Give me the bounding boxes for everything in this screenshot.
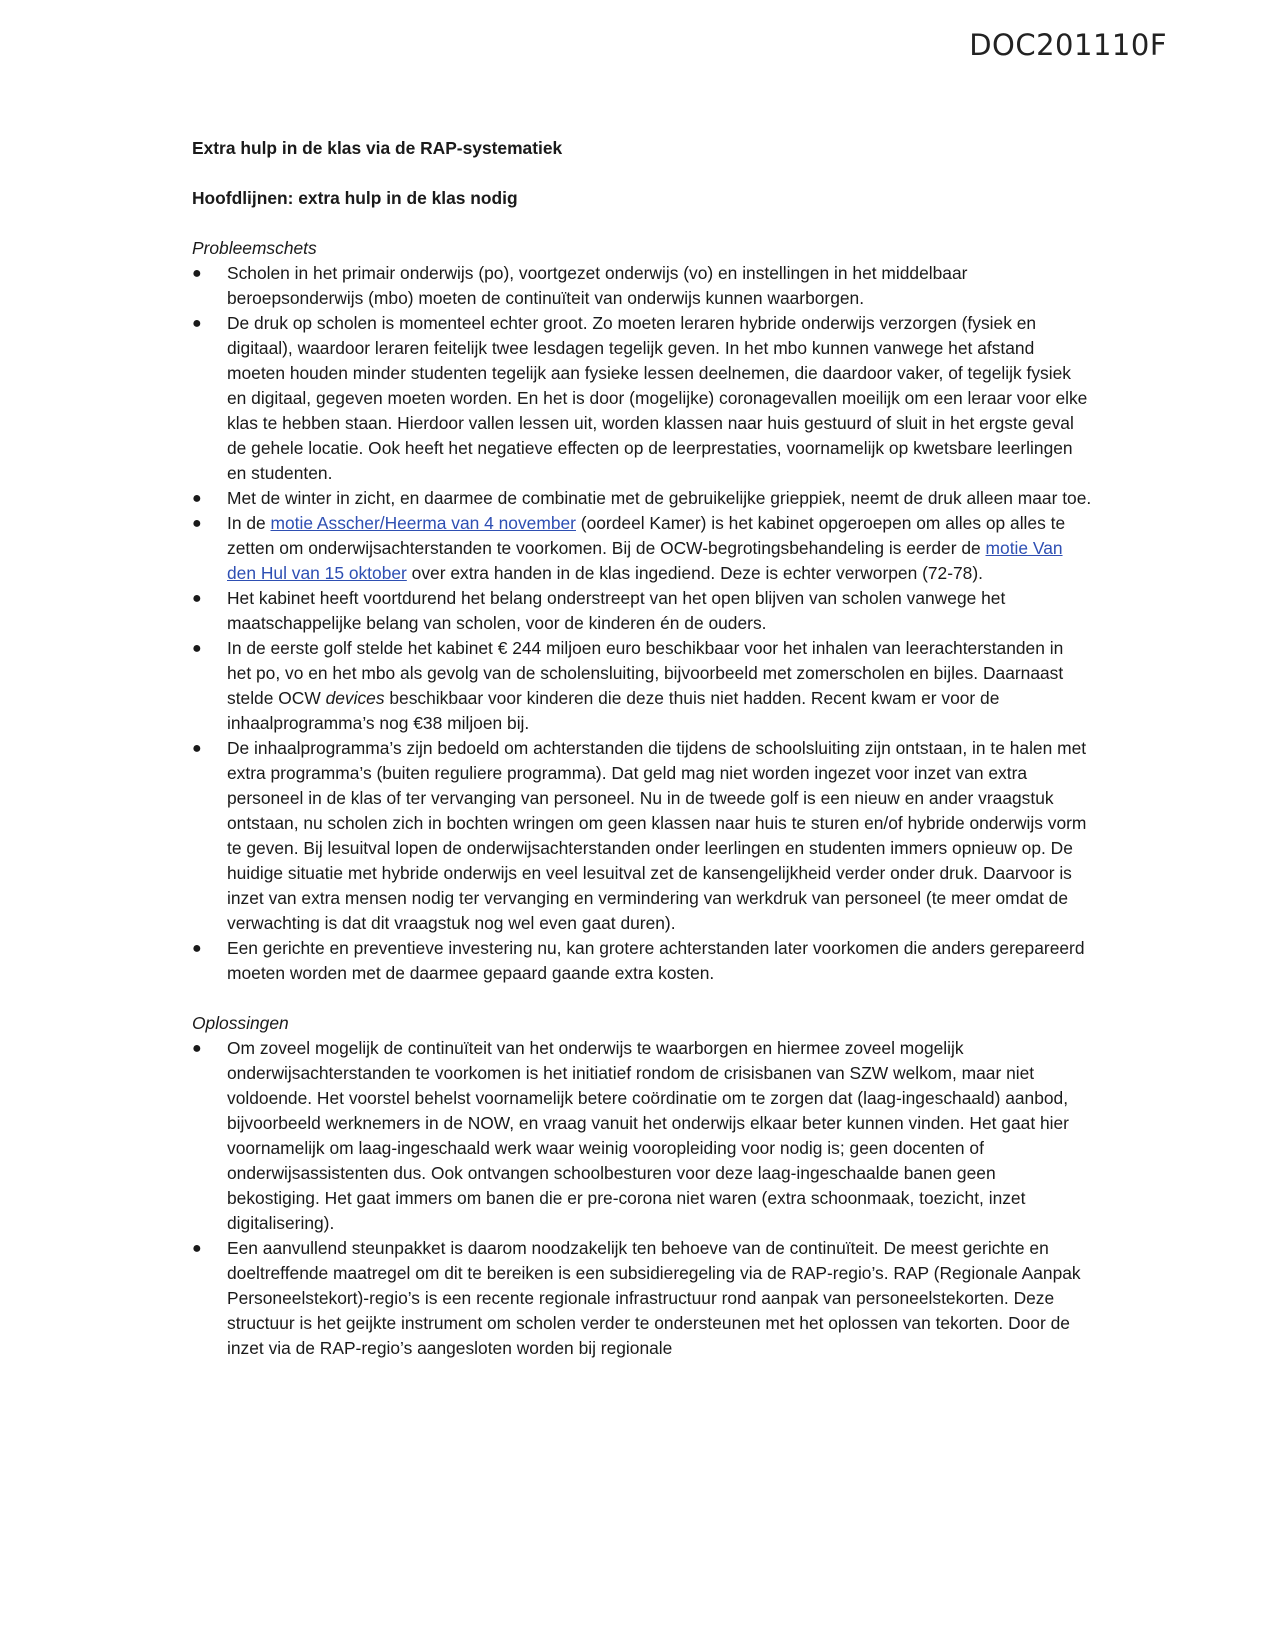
list-item-text: beschikbaar voor kinderen die deze thuis niet hadden. Recent kwam er voor de inhaalprogramma’s nog €38 miljoen bij. [227, 688, 1000, 733]
list-item-text: Met de winter in zicht, en daarmee de combinatie met de gebruikelijke grieppiek, neemt de druk alleen maar toe. [227, 488, 1092, 508]
list-item-text: De inhaalprogramma’s zijn bedoeld om achterstanden die tijdens de schoolsluiting zijn ontstaan, in te halen met extra programma’s (buiten reguliere programma). Dat geld mag niet worden ingezet voor inzet van extra personeel in de klas of ter vervanging van personeel. Nu in de tweede golf is een nieuw en ander vraagstuk ontstaan, nu scholen zich in bochten wringen om geen klassen naar huis te sturen en/of hybride onderwijs vorm te geven. Bij lesuitval lopen de onderwijsachterstanden onder leerlingen en studenten immers opnieuw op. De huidige situatie met hybride onderwijs en veel lesuitval zet de kansengelijkheid verder onder druk. Daarvoor is inzet van extra mensen nodig ter vervanging en vermindering van werkdruk van personeel (te meer omdat de verwachting is dat dit vraagstuk nog wel even gaat duren). [227, 738, 1087, 933]
motie-asscher-link[interactable]: motie Asscher/Heerma van 4 november [270, 513, 576, 533]
section-heading-solutions: Oplossingen [192, 1013, 289, 1033]
list-item-text: Een gerichte en preventieve investering nu, kan grotere achterstanden later voorkomen die anders gerepareerd moeten worden met de daarmee gepaard gaande extra kosten. [227, 938, 1085, 983]
bullet-icon: ● [192, 640, 202, 657]
list-item [192, 936, 1092, 986]
list-item [192, 261, 1092, 311]
bullet-icon: ● [192, 515, 202, 532]
bullet-icon: ● [192, 740, 202, 757]
section-heading-problem: Probleemschets [192, 238, 317, 258]
list-item-text: Het kabinet heeft voortdurend het belang onderstreept van het open blijven van scholen vanwege het maatschappelijke belang van scholen, voor de kinderen én de ouders. [227, 588, 1006, 633]
list-item-text: In de eerste golf stelde het kabinet € 244 miljoen euro beschikbaar voor het inhalen van leerachterstanden in het po, vo en het mbo als gevolg van de scholensluiting, bijvoorbeeld met zomerscholen en bijles. Daarnaast stelde OCW [227, 638, 1064, 708]
list-item-text: (oordeel Kamer) is het kabinet opgeroepen om alles op alles te zetten om onderwijsachterstanden te voorkomen. Bij de OCW-begrotingsbehandeling is eerder de [227, 513, 1066, 558]
list-item [192, 736, 1092, 936]
motie-van-den-hul-link[interactable]: motie Van den Hul van 15 oktober [227, 538, 1063, 583]
document-subtitle: Hoofdlijnen: extra hulp in de klas nodig [192, 188, 518, 208]
document-body [192, 136, 1092, 1361]
list-item-text: De druk op scholen is momenteel echter groot. Zo moeten leraren hybride onderwijs verzorgen (fysiek en digitaal), waardoor leraren feitelijk twee lesdagen tegelijk geven. In het mbo kunnen vanwege het afstand moeten houden minder studenten tegelijk aan fysieke lessen deelnemen, die daardoor vaker, of tegelijk fysiek en digitaal, gegeven moeten worden. En het is door (mogelijke) coronagevallen moeilijk om een leraar voor elke klas te hebben staan. Hierdoor vallen lessen uit, worden klassen naar huis gestuurd of sluit in het ergste geval de gehele locatie. Ook heeft het negatieve effecten op de leerprestaties, voornamelijk op kwetsbare leerlingen en studenten. [227, 313, 1088, 483]
list-item [192, 311, 1092, 486]
bullet-icon: ● [192, 1240, 202, 1257]
list-item [192, 486, 1092, 511]
list-item-text: over extra handen in de klas ingediend. Deze is echter verworpen (72-78). [406, 563, 983, 583]
list-item [192, 1236, 1092, 1361]
list-item [192, 586, 1092, 636]
bullet-icon: ● [192, 490, 202, 507]
list-item-text: In de [227, 513, 271, 533]
bullet-icon: ● [192, 1040, 202, 1057]
bullet-icon: ● [192, 940, 202, 957]
document-title: Extra hulp in de klas via de RAP-systematiek [192, 138, 563, 158]
list-item-text: Een aanvullend steunpakket is daarom noodzakelijk ten behoeve van de continuïteit. De meest gerichte en doeltreffende maatregel om dit te bereiken is een subsidieregeling via de RAP-regio’s. RAP (Regionale Aanpak Personeelstekort)-regio’s is een recente regionale infrastructuur rond aanpak van personeelstekorten. Deze structuur is het geijkte instrument om scholen verder te ondersteunen met het oplossen van tekorten. Door de inzet via de RAP-regio’s aangesloten worden bij regionale [227, 1238, 1081, 1358]
bullet-icon: ● [192, 590, 202, 607]
bullet-icon: ● [192, 315, 202, 332]
bullet-icon: ● [192, 265, 202, 282]
document-id: DOC201110F [969, 28, 1167, 62]
list-item-emphasis: devices [325, 688, 385, 708]
solutions-list [192, 1036, 1092, 1361]
list-item [192, 636, 1092, 736]
list-item-text: Scholen in het primair onderwijs (po), voortgezet onderwijs (vo) en instellingen in het middelbaar beroepsonderwijs (mbo) moeten de continuïteit van onderwijs kunnen waarborgen. [227, 263, 968, 308]
list-item [192, 511, 1092, 586]
list-item-text: Om zoveel mogelijk de continuïteit van het onderwijs te waarborgen en hiermee zoveel mogelijk onderwijsachterstanden te voorkomen is het initiatief rondom de crisisbanen van SZW welkom, maar niet voldoende. Het voorstel behelst voornamelijk betere coördinatie om te zorgen dat (laag-ingeschaald) aanbod, bijvoorbeeld werknemers in de NOW, en vraag vanuit het onderwijs elkaar beter kunnen vinden. Het gaat hier voornamelijk om laag-ingeschaald werk waar weinig vooropleiding voor nodig is; geen docenten of onderwijsassistenten dus. Ook ontvangen schoolbesturen voor deze laag-ingeschaalde banen geen bekostiging. Het gaat immers om banen die er pre-corona niet waren (extra schoonmaak, toezicht, inzet digitalisering). [227, 1038, 1069, 1233]
list-item [192, 1036, 1092, 1236]
problem-list [192, 261, 1092, 986]
